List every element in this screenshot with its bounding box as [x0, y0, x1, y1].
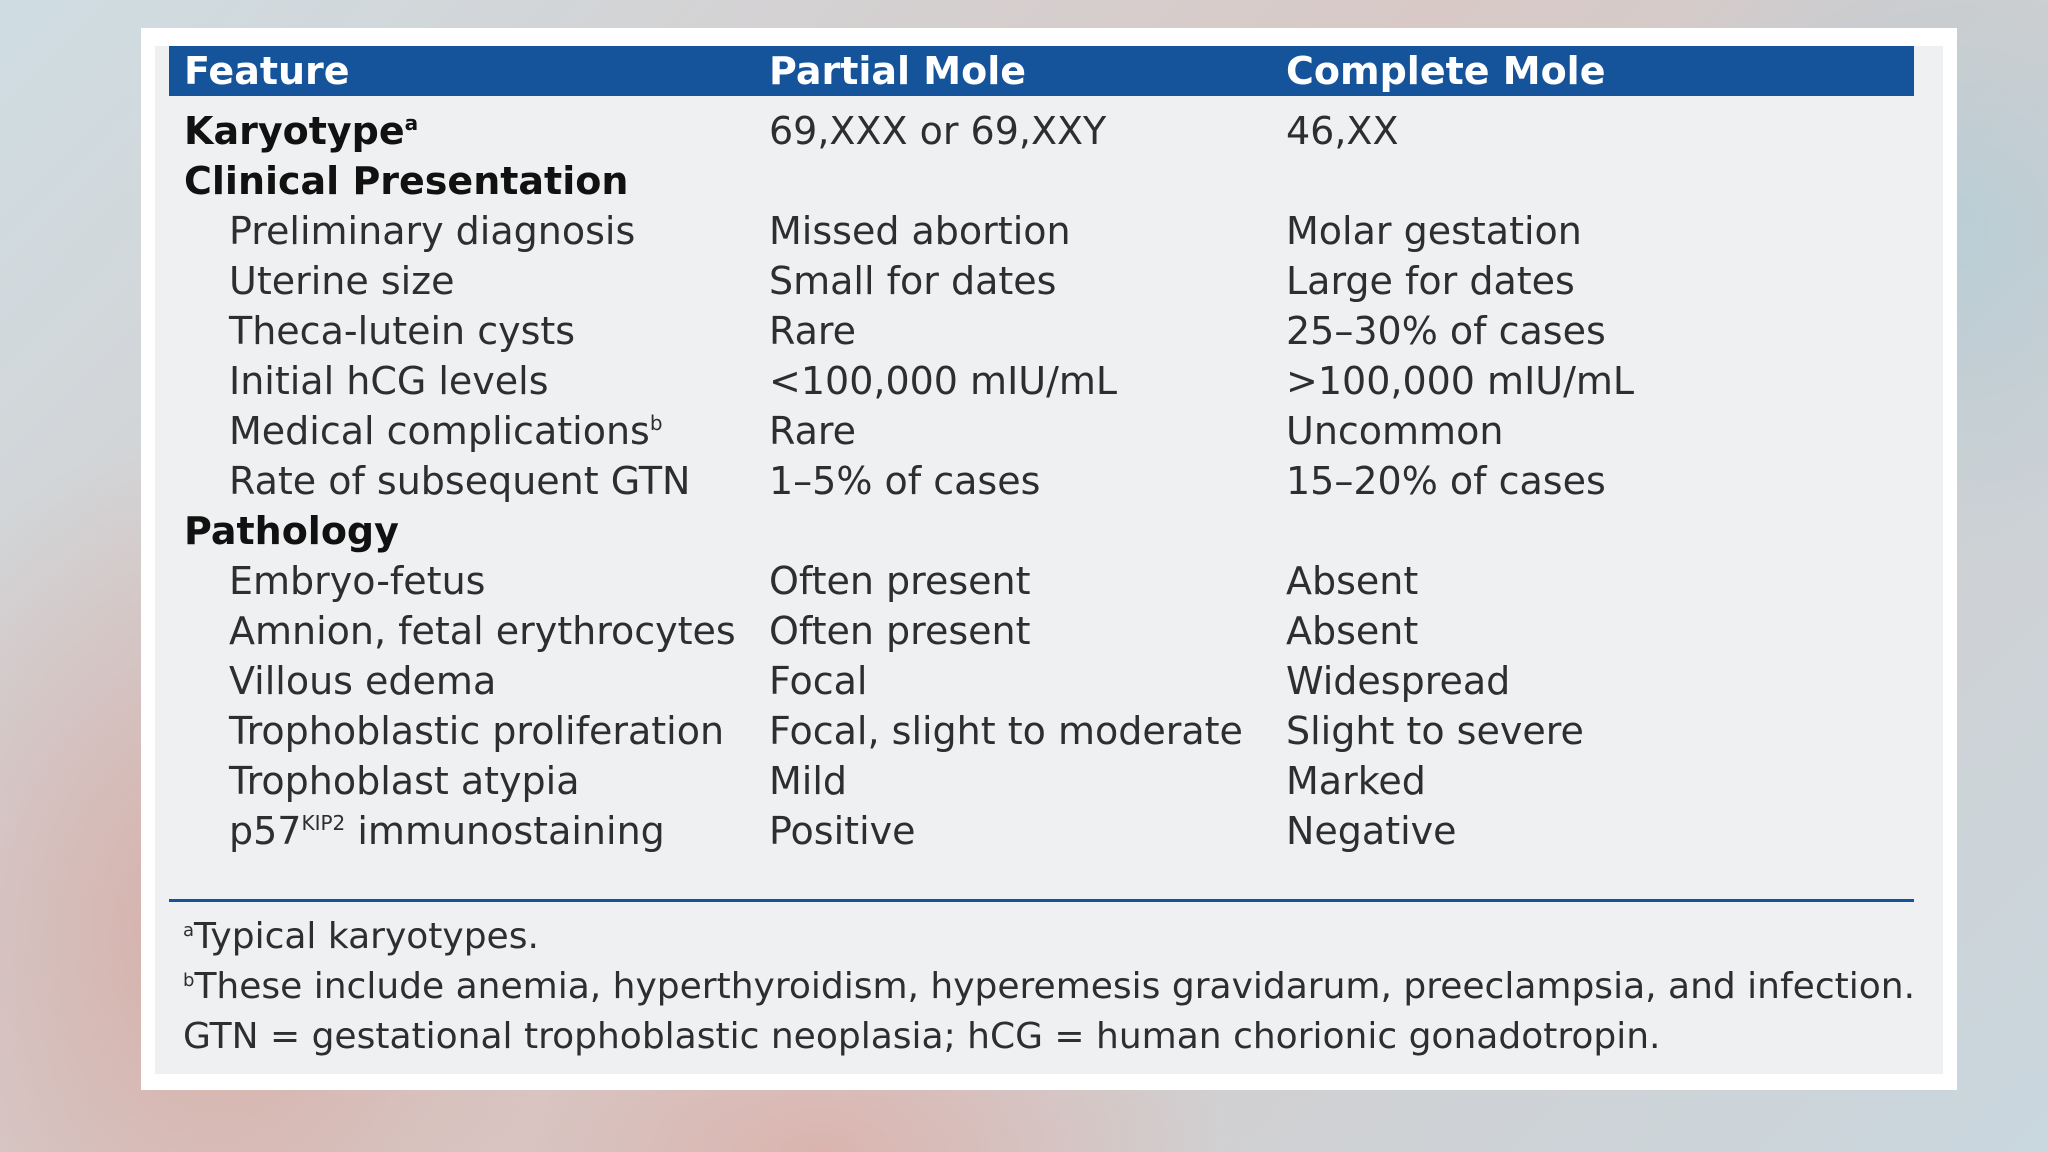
footnote-b: [183, 962, 1928, 1012]
footnote-marker: a: [404, 111, 419, 135]
table-bottom-rule: [169, 899, 1914, 902]
header-partial-mole: Partial Mole: [769, 49, 1027, 93]
footnote-marker: b: [649, 411, 663, 435]
table-row: [169, 656, 1914, 706]
table-row: [169, 256, 1914, 306]
partial-mole-value: 1–5% of cases: [769, 459, 1041, 503]
partial-mole-value: Focal, slight to moderate: [769, 709, 1243, 753]
complete-mole-value: Marked: [1286, 759, 1426, 803]
partial-mole-value: Positive: [769, 809, 916, 853]
partial-mole-value: <100,000 mIU/mL: [769, 359, 1118, 403]
footnote-text: Typical karyotypes.: [194, 916, 539, 957]
table-row: [169, 806, 1914, 856]
section-heading: [169, 156, 1914, 206]
row-label: Theca-lutein cysts: [229, 309, 576, 353]
partial-mole-value: Rare: [769, 409, 857, 453]
table-row: [169, 206, 1914, 256]
row-label: Villous edema: [229, 659, 497, 703]
header-complete-mole: Complete Mole: [1286, 49, 1606, 93]
section-label: Pathology: [184, 509, 399, 553]
complete-mole-value: Absent: [1286, 559, 1419, 603]
superscript-kip2: KIP2: [301, 811, 346, 835]
row-label: Initial hCG levels: [229, 359, 549, 403]
partial-mole-value: Focal: [769, 659, 868, 703]
section-heading: [169, 506, 1914, 556]
partial-mole-value: 69,XXX or 69,XXY: [769, 109, 1107, 153]
row-label: [229, 406, 663, 456]
slide: [141, 28, 1957, 1090]
complete-mole-value: Negative: [1286, 809, 1457, 853]
footnote-a: [183, 912, 1928, 962]
footnote-text: These include anemia, hyperthyroidism, hyperemesis gravidarum, preeclampsia, and infection.: [194, 966, 1916, 1007]
row-label: Trophoblastic proliferation: [229, 709, 725, 753]
partial-mole-value: Rare: [769, 309, 857, 353]
row-label: Rate of subsequent GTN: [229, 459, 691, 503]
footnote-marker: b: [183, 970, 195, 991]
row-label: Preliminary diagnosis: [229, 209, 636, 253]
table-row: [169, 706, 1914, 756]
complete-mole-value: Uncommon: [1286, 409, 1504, 453]
partial-mole-value: Missed abortion: [769, 209, 1071, 253]
table-body: [169, 106, 1914, 856]
table-row: [169, 406, 1914, 456]
abbreviations-note: GTN = gestational trophoblastic neoplasia; hCG = human chorionic gonadotropin.: [183, 1016, 1661, 1057]
partial-mole-value: Often present: [769, 559, 1031, 603]
complete-mole-value: 15–20% of cases: [1286, 459, 1606, 503]
table-row: [169, 606, 1914, 656]
complete-mole-value: Absent: [1286, 609, 1419, 653]
table-row: [169, 306, 1914, 356]
complete-mole-value: Large for dates: [1286, 259, 1575, 303]
partial-mole-value: Mild: [769, 759, 848, 803]
table-row: [169, 456, 1914, 506]
comparison-table: [155, 46, 1943, 1074]
partial-mole-value: Small for dates: [769, 259, 1057, 303]
row-label-text: Medical complications: [229, 409, 650, 453]
complete-mole-value: Molar gestation: [1286, 209, 1582, 253]
row-label: [184, 106, 418, 156]
partial-mole-value: Often present: [769, 609, 1031, 653]
table-row: [169, 106, 1914, 156]
complete-mole-value: 25–30% of cases: [1286, 309, 1606, 353]
row-label-suffix: immunostaining: [345, 809, 665, 853]
row-label-text: Karyotype: [184, 109, 405, 153]
row-label: Embryo-fetus: [229, 559, 486, 603]
row-label-text: p57: [229, 809, 302, 853]
table-header: [169, 46, 1914, 96]
complete-mole-value: >100,000 mIU/mL: [1286, 359, 1635, 403]
section-label: Clinical Presentation: [184, 159, 629, 203]
footnote-marker: a: [183, 920, 195, 941]
row-label: Trophoblast atypia: [229, 759, 580, 803]
table-row: [169, 756, 1914, 806]
table-row: [169, 356, 1914, 406]
complete-mole-value: Widespread: [1286, 659, 1511, 703]
row-label: Amnion, fetal erythrocytes: [229, 609, 736, 653]
table-row: [169, 556, 1914, 606]
complete-mole-value: 46,XX: [1286, 109, 1399, 153]
row-label: Uterine size: [229, 259, 455, 303]
header-feature: Feature: [184, 49, 350, 93]
row-label: [229, 806, 665, 856]
complete-mole-value: Slight to severe: [1286, 709, 1584, 753]
footnotes: [183, 912, 1928, 1062]
